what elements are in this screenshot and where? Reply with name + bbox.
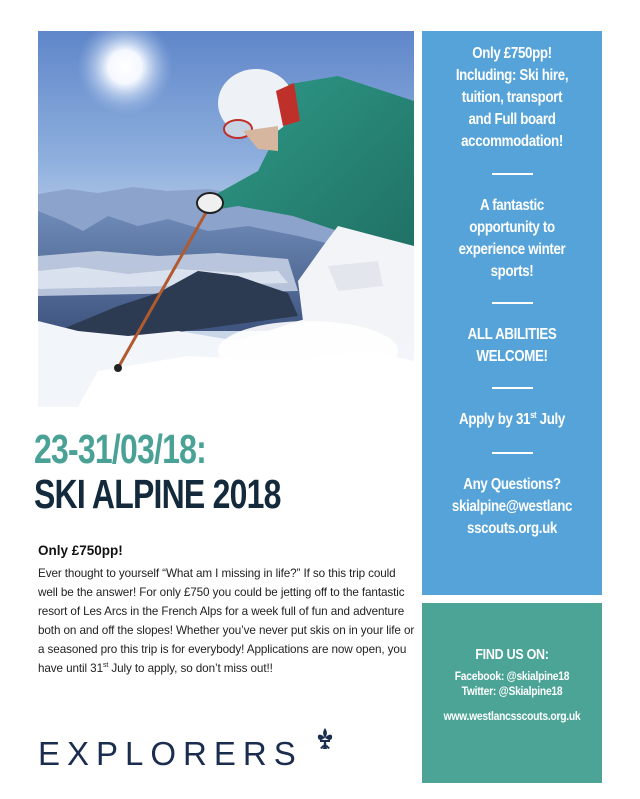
event-dates: 23-31/03/18: — [34, 426, 207, 472]
price-block — [426, 43, 598, 153]
abilities-line: ALL ABILITIES — [467, 326, 557, 343]
description-sup: st — [102, 662, 109, 669]
opportunity-line: experience winter — [458, 241, 566, 258]
price-line: Only £750pp! — [472, 45, 552, 62]
apply-sup: st — [530, 410, 537, 420]
opportunity-line: sports! — [490, 263, 534, 280]
description-part: Ever thought to yourself “What am I missing in life?” If so this trip could well be the answer! For only £750 you could be jetting off to the fantastic resort of Les Arcs in the French Alps for a week full of fun and adventure both on and off the slopes! Whether you’ve never put skis on in your life or a seasoned pro this trip is for everybody! Applications are now open, you have until 31 — [38, 567, 415, 675]
includes-line: and Full board — [468, 111, 556, 128]
opportunity-line: opportunity to — [469, 219, 555, 236]
description-text — [38, 564, 418, 678]
find-us-panel — [422, 603, 602, 783]
info-panel — [422, 31, 602, 595]
abilities-block — [426, 324, 598, 368]
contact-email[interactable]: skialpine@westlanc — [451, 498, 573, 515]
description-part: July to apply, so don’t miss out!! — [108, 662, 273, 675]
skier-illustration — [38, 31, 414, 407]
event-title: SKI ALPINE 2018 — [34, 471, 281, 517]
contact-email[interactable]: sscouts.org.uk — [466, 520, 558, 537]
facebook-link[interactable]: Facebook: @skialpine18 — [454, 669, 570, 683]
find-us-title: FIND US ON: — [475, 647, 549, 663]
includes-line: Including: Ski hire, — [455, 67, 569, 84]
twitter-link[interactable]: Twitter: @Skialpine18 — [461, 684, 563, 698]
opportunity-block — [426, 195, 598, 283]
questions-block — [426, 474, 598, 540]
price-subheading: Only £750pp! — [38, 543, 123, 558]
apply-text: Apply by 31 — [459, 411, 531, 428]
skier-photo — [38, 31, 414, 407]
explorers-logo: EXPLORERS — [38, 735, 303, 772]
questions-line: Any Questions? — [463, 476, 561, 493]
abilities-line: WELCOME! — [476, 348, 548, 365]
includes-line: accommodation! — [461, 133, 563, 150]
website-link[interactable]: www.westlancsscouts.org.uk — [443, 709, 581, 723]
opportunity-line: A fantastic — [480, 197, 544, 214]
fleur-de-lis-icon — [316, 728, 334, 750]
apply-deadline — [426, 409, 598, 431]
apply-month: July — [536, 411, 565, 428]
includes-line: tuition, transport — [461, 89, 563, 106]
